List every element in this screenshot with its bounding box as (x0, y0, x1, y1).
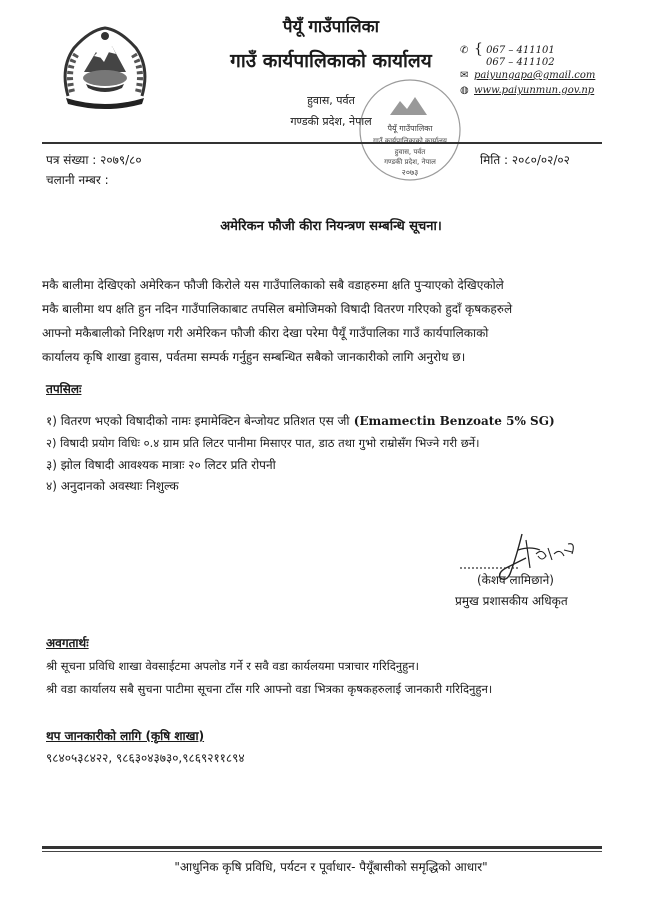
body-line: मकै बालीमा देखिएको अमेरिकन फौजी किरोले यस गाउँपालिकाको सबै वडाहरुमा क्षति पुऱ्याएको देखिएकोले (42, 278, 504, 292)
globe-icon: ◍ (460, 85, 469, 96)
letter-number: पत्र संख्या : २०७९/८० (46, 153, 142, 167)
footer-motto: "आधुनिक कृषि प्रविधि, पर्यटन र पूर्वाधार- पैयूँबासीको समृद्धिको आधार" (174, 860, 488, 874)
header-divider (42, 142, 602, 144)
office-title-line2: गाउँ कार्यपालिकाको कार्यालय (230, 50, 432, 72)
stamp-year: २०७३ (401, 168, 419, 177)
footer-divider (42, 846, 602, 849)
cc-heading: अवगतार्थः (46, 636, 89, 650)
stamp-line1: पैयूँ गाउँपालिका (387, 124, 433, 133)
more-info-heading: थप जानकारीको लागि (कृषि शाखा) (46, 729, 205, 743)
office-title-line1: पैयूँ गाउँपालिका (282, 17, 380, 37)
phone-icon: ✆ (460, 45, 469, 56)
email-line[interactable] (460, 68, 595, 83)
phone-number-1: 067 – 411101 (486, 45, 555, 56)
phone-number-2: 067 – 411102 (486, 57, 555, 68)
notice-body (42, 273, 587, 369)
stamp-line3: हुवास, पर्वत (394, 148, 426, 156)
letter-date: मिति : २०८०/०२/०२ (480, 153, 570, 167)
envelope-icon: ✉ (460, 70, 469, 81)
detail-item: २) विषादी प्रयोग विधिः ०.४ ग्राम प्रति लिटर पानीमा मिसाएर पात, डाठ तथा गुभो राम्रोसँग भिज्ने गरी छर्ने। (46, 436, 480, 450)
signatory-designation: प्रमुख प्रशासकीय अधिकृत (455, 594, 568, 608)
detail-item: ४) अनुदानको अवस्थाः निशुल्क (46, 479, 179, 493)
footer-divider-thin (42, 851, 602, 852)
website-line[interactable] (460, 83, 594, 98)
body-line: आफ्नो मकैबालीको निरिक्षण गरी अमेरिकन फौजी कीरा देखा परेमा पैयूँ गाउँपालिका गाउँ कार्यपालिकाको (42, 326, 489, 340)
office-address-line1: हुवास, पर्वत (307, 94, 355, 107)
email-address[interactable]: paiyungapa@gmail.com (474, 70, 596, 81)
phone-line-1: ✆ { 067 – 411101 (460, 41, 555, 57)
signatory-name: (केशव लामिछाने) (477, 573, 554, 587)
detail-item: ३) झोल विषादी आवश्यक मात्राः २० लिटर प्रति रोपनी (46, 458, 276, 472)
body-line: कार्यालय कृषि शाखा हुवास, पर्वतमा सम्पर्क गर्नुहुन सम्बन्धित सबैको जानकारीको लागि अनुरोध छ। (42, 350, 466, 364)
website-address[interactable]: www.paiyunmun.gov.np (474, 85, 595, 96)
office-address-line2: गण्डकी प्रदेश, नेपाल (290, 115, 372, 128)
cc-line: श्री सूचना प्रविधि शाखा वेवसाईटमा अपलोड गर्ने र सवै वडा कार्यलयमा पत्राचार गरिदिनुहुन। (46, 659, 420, 673)
detail-item: १) वितरण भएको विषादीको नामः इमामेक्टिन बेन्जोयट प्रतिशत एस जी (Emamectin Benzoate 5% SG) (46, 414, 555, 428)
stamp-line4: गण्डकी प्रदेश, नेपाल (384, 158, 436, 166)
office-round-stamp (355, 75, 465, 185)
dispatch-number: चलानी नम्बर : (46, 173, 109, 187)
notice-subject: अमेरिकन फौजी कीरा नियन्त्रण सम्बन्धि सूचना। (220, 219, 442, 234)
contact-numbers: ९८४०५३८४२२, ९८६३०४३७३०,९८६९२११८९४ (46, 751, 245, 765)
body-line: मकै बालीमा थप क्षति हुन नदिन गाउँपालिकाबाट तपसिल बमोजिमको विषादी वितरण गरिएको हुदाँ कृषकहरुले (42, 302, 513, 316)
cc-line: श्री वडा कार्यालय सबै सुचना पाटीमा सूचना टाँस गरि आफ्नो वडा भित्रका कृषकहरुलाई जानकारी गरिदिनुहुन। (46, 682, 493, 696)
details-heading: तपसिलः (46, 382, 82, 396)
stamp-line2: गाउँ कार्यपालिकाको कार्यालय (373, 137, 447, 145)
